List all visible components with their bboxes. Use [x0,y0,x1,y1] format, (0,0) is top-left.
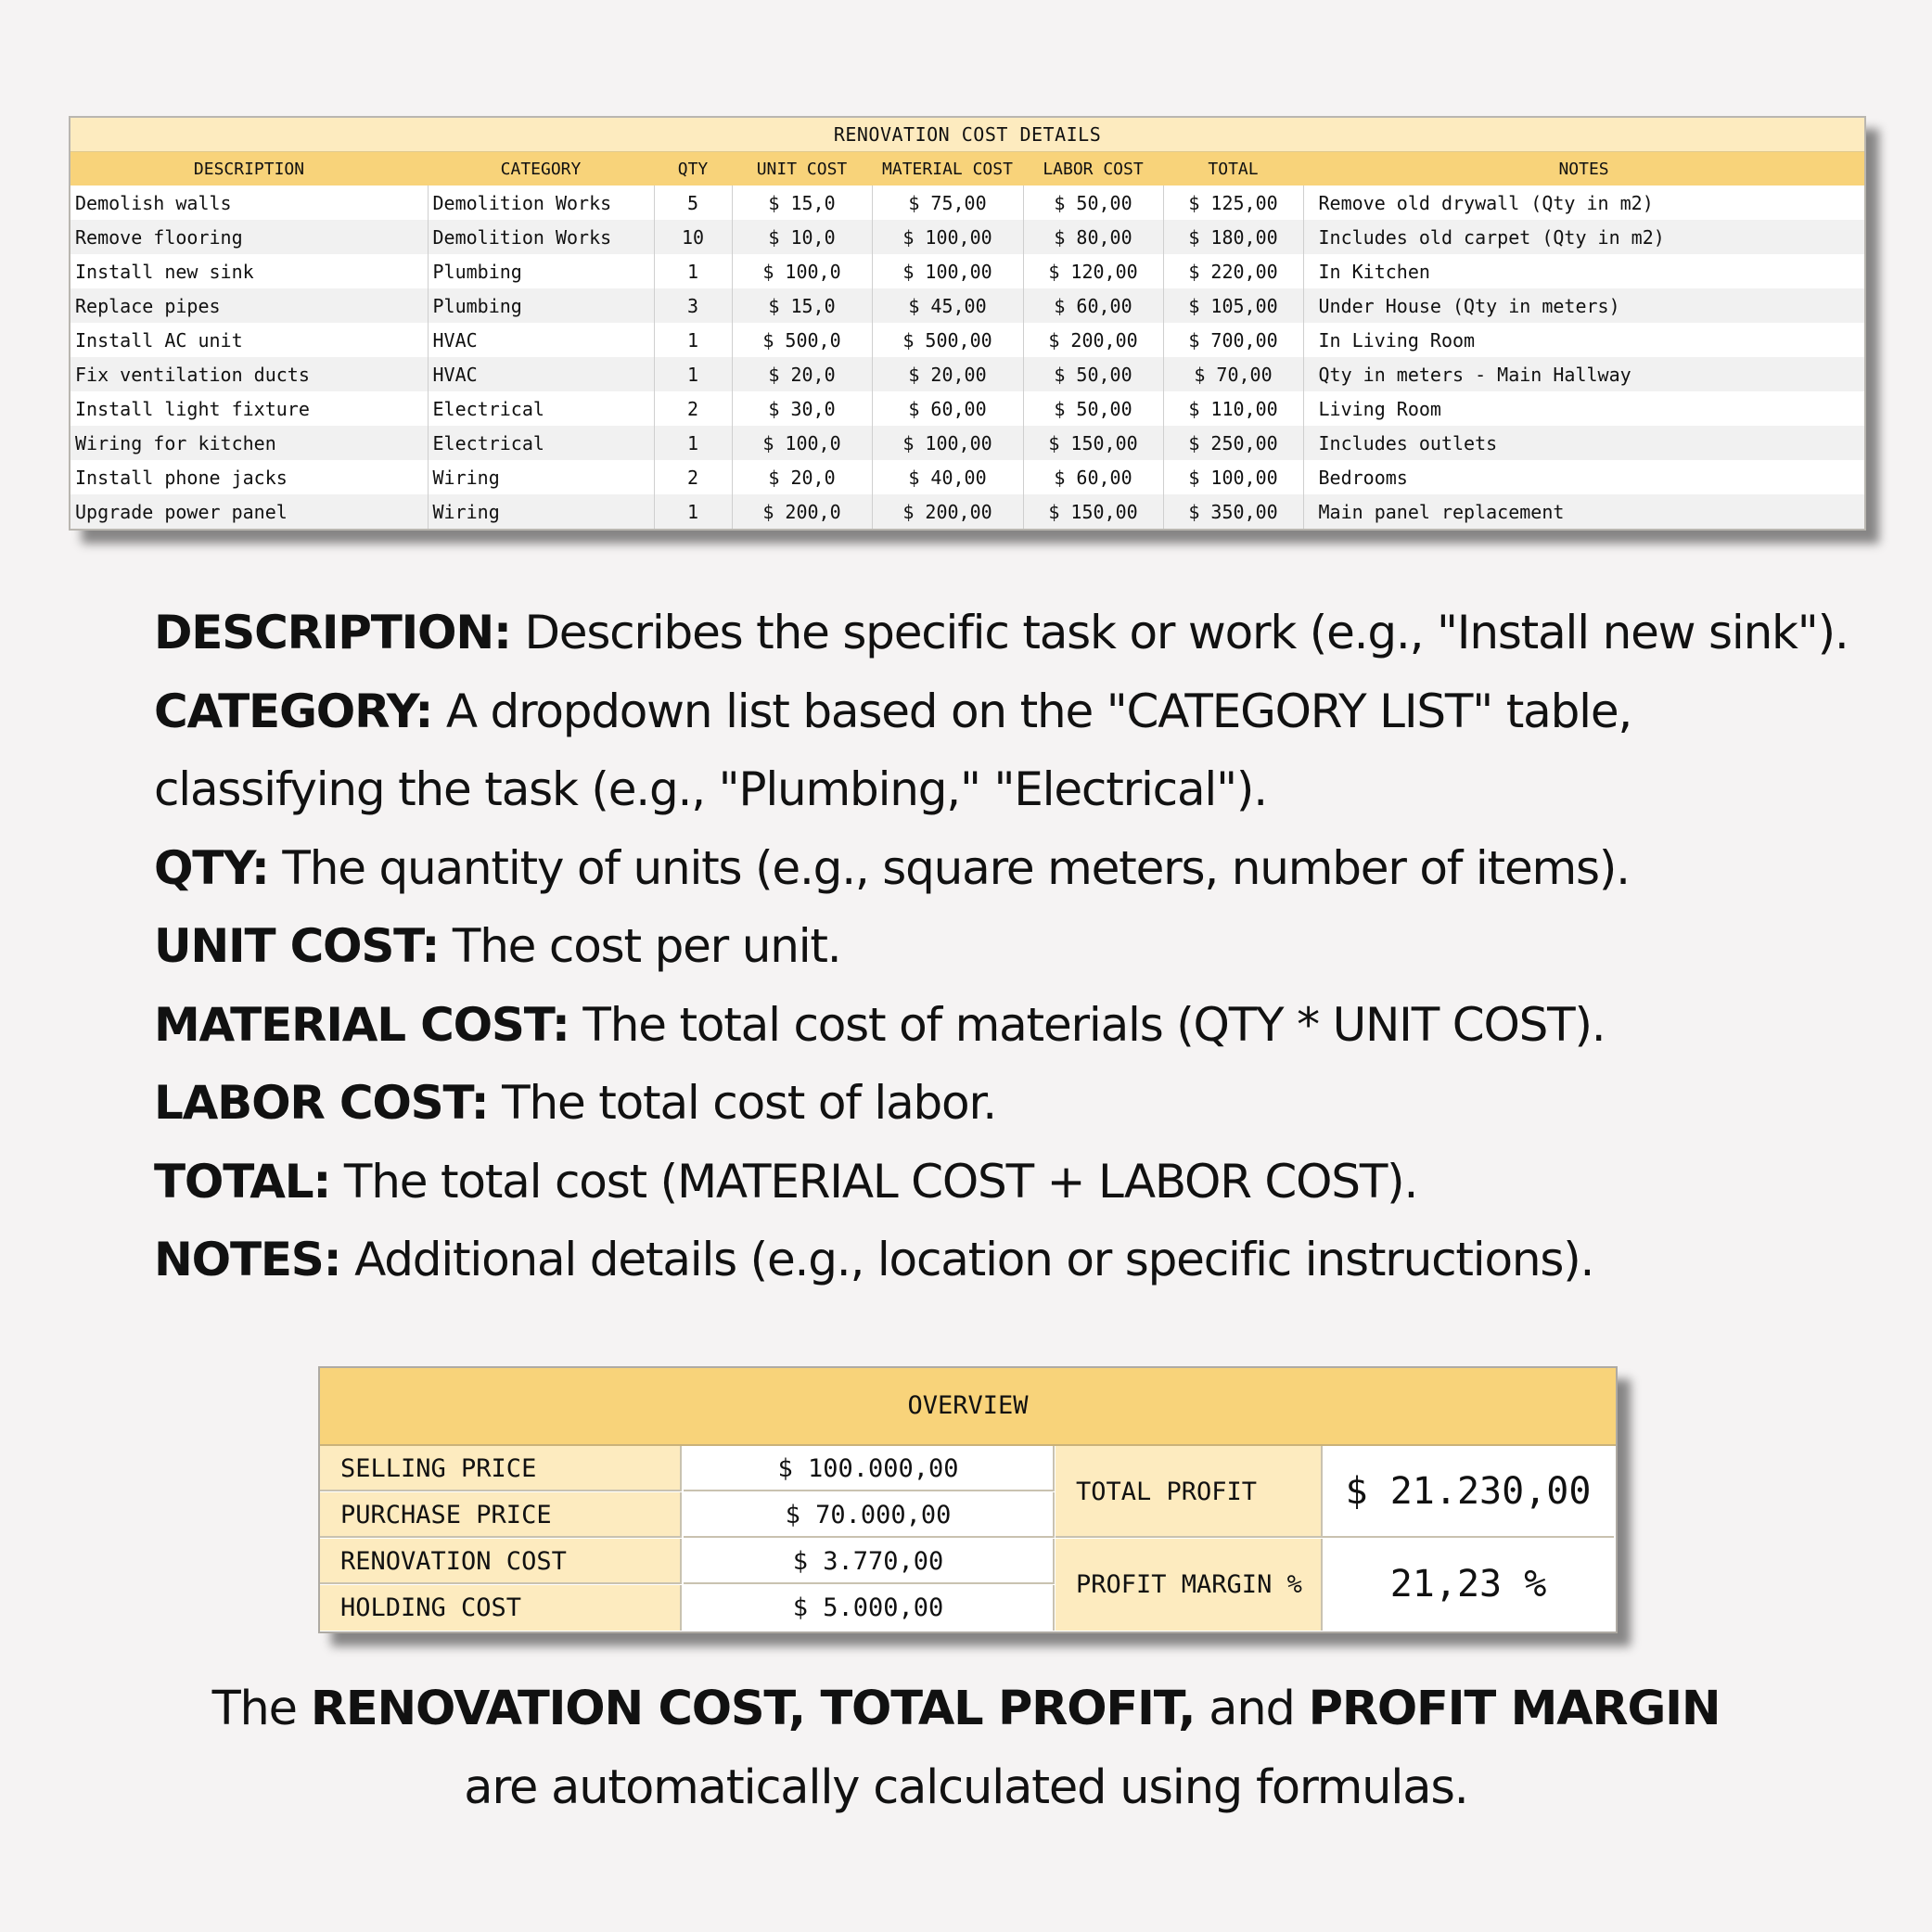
cell-labor-cost[interactable]: $ 150,00 [1023,494,1163,530]
definition-term: CATEGORY: [154,684,433,738]
cell-notes[interactable]: Living Room [1303,391,1865,426]
definition-line [154,672,1898,751]
definition-line [154,594,1898,672]
header-total: TOTAL [1163,152,1303,186]
cell-unit-cost[interactable]: $ 100,0 [732,254,872,288]
cell-material-cost[interactable]: $ 500,00 [872,323,1023,357]
table-row [70,186,1865,220]
definition-line [154,1064,1898,1143]
cell-qty[interactable]: 1 [654,494,732,530]
cell-material-cost[interactable]: $ 20,00 [872,357,1023,391]
cell-description[interactable]: Demolish walls [70,186,428,220]
definition-term: NOTES: [154,1233,341,1286]
cell-labor-cost[interactable]: $ 150,00 [1023,426,1163,460]
definition-text: classifying the task (e.g., "Plumbing," "Electrical"). [154,762,1267,816]
cell-qty[interactable]: 1 [654,426,732,460]
header-row [70,152,1865,186]
selling-price-label: SELLING PRICE [320,1446,682,1491]
holding-cost-label: HOLDING COST [320,1585,682,1631]
cell-labor-cost[interactable]: $ 50,00 [1023,186,1163,220]
definition-term: MATERIAL COST: [154,997,569,1052]
cell-material-cost[interactable]: $ 100,00 [872,254,1023,288]
cell-total[interactable]: $ 105,00 [1163,288,1303,323]
definition-text: The quantity of units (e.g., square meters, number of items). [268,840,1630,895]
cell-notes[interactable]: In Kitchen [1303,254,1865,288]
definition-line [154,1221,1898,1299]
cell-notes[interactable]: Qty in meters - Main Hallway [1303,357,1865,391]
cell-total[interactable]: $ 125,00 [1163,186,1303,220]
cell-notes[interactable]: Bedrooms [1303,460,1865,494]
profit-margin-value[interactable]: 21,23 % [1389,1563,1547,1606]
cell-labor-cost[interactable]: $ 60,00 [1023,288,1163,323]
definition-term: LABOR COST: [154,1076,489,1130]
cell-notes[interactable]: Under House (Qty in meters) [1303,288,1865,323]
renovation-cost-value[interactable]: $ 3.770,00 [684,1539,1055,1584]
cell-unit-cost[interactable]: $ 20,0 [732,357,872,391]
header-unit-cost: UNIT COST [732,152,872,186]
cell-labor-cost[interactable]: $ 50,00 [1023,391,1163,426]
cell-notes[interactable]: Includes old carpet (Qty in m2) [1303,220,1865,254]
cell-total[interactable]: $ 220,00 [1163,254,1303,288]
cell-category[interactable]: HVAC [428,357,654,391]
cell-unit-cost[interactable]: $ 500,0 [732,323,872,357]
cell-category[interactable]: Wiring [428,494,654,530]
cell-notes[interactable]: Main panel replacement [1303,494,1865,530]
footer-bold-2: PROFIT MARGIN [1308,1682,1721,1736]
cell-category[interactable]: Electrical [428,391,654,426]
cell-unit-cost[interactable]: $ 20,0 [732,460,872,494]
profit-margin-label: PROFIT MARGIN % [1056,1539,1323,1631]
renovation-cost-table [69,116,1866,531]
cell-unit-cost[interactable]: $ 15,0 [732,186,872,220]
cell-description[interactable]: Install new sink [70,254,428,288]
cell-total[interactable]: $ 110,00 [1163,391,1303,426]
table-title: RENOVATION COST DETAILS [70,117,1865,152]
cell-qty[interactable]: 1 [654,323,732,357]
table-row [70,288,1865,323]
table-row [70,254,1865,288]
cell-material-cost[interactable]: $ 200,00 [872,494,1023,530]
header-material-cost: MATERIAL COST [872,152,1023,186]
definition-text: The total cost (MATERIAL COST + LABOR COST). [330,1154,1418,1209]
table-row [70,460,1865,494]
header-qty: QTY [654,152,732,186]
cell-material-cost[interactable]: $ 60,00 [872,391,1023,426]
cell-category[interactable]: Demolition Works [428,186,654,220]
cell-qty[interactable]: 1 [654,254,732,288]
cell-description[interactable]: Install light fixture [70,391,428,426]
cell-notes[interactable]: Includes outlets [1303,426,1865,460]
table-row [70,323,1865,357]
cell-unit-cost[interactable]: $ 10,0 [732,220,872,254]
cell-material-cost[interactable]: $ 100,00 [872,220,1023,254]
cell-category[interactable]: Wiring [428,460,654,494]
definition-term: TOTAL: [154,1154,331,1209]
column-definitions [154,594,1898,1299]
cell-labor-cost[interactable]: $ 80,00 [1023,220,1163,254]
cell-total[interactable]: $ 700,00 [1163,323,1303,357]
cell-category[interactable]: Plumbing [428,254,654,288]
cell-description[interactable]: Fix ventilation ducts [70,357,428,391]
definition-text: The total cost of materials (QTY * UNIT COST). [569,997,1606,1052]
definition-term: UNIT COST: [154,919,440,973]
footer-line-1 [0,1670,1932,1748]
header-category: CATEGORY [428,152,654,186]
definition-term: DESCRIPTION: [154,606,511,659]
header-notes: NOTES [1303,152,1865,186]
cell-material-cost[interactable]: $ 45,00 [872,288,1023,323]
cell-description[interactable]: Install phone jacks [70,460,428,494]
cell-total[interactable]: $ 350,00 [1163,494,1303,530]
definition-line [154,1143,1898,1222]
selling-price-value[interactable]: $ 100.000,00 [684,1446,1055,1491]
cell-total[interactable]: $ 250,00 [1163,426,1303,460]
table-row [70,494,1865,530]
cell-unit-cost[interactable]: $ 100,0 [732,426,872,460]
cell-labor-cost[interactable]: $ 50,00 [1023,357,1163,391]
cell-qty[interactable]: 3 [654,288,732,323]
footer-text-1: The [211,1682,311,1736]
cell-notes[interactable]: In Living Room [1303,323,1865,357]
header-labor-cost: LABOR COST [1023,152,1163,186]
cell-description[interactable]: Wiring for kitchen [70,426,428,460]
cell-material-cost[interactable]: $ 40,00 [872,460,1023,494]
cell-labor-cost[interactable]: $ 120,00 [1023,254,1163,288]
table-row [70,426,1865,460]
cell-total[interactable]: $ 180,00 [1163,220,1303,254]
footer-line-2: are automatically calculated using formulas. [464,1760,1468,1815]
definition-line [154,829,1898,908]
purchase-price-value[interactable]: $ 70.000,00 [684,1492,1055,1538]
cell-unit-cost[interactable]: $ 200,0 [732,494,872,530]
cell-qty[interactable]: 1 [654,357,732,391]
footer-note [0,1670,1932,1827]
definition-line [154,986,1898,1065]
cell-material-cost[interactable]: $ 75,00 [872,186,1023,220]
table-row [70,357,1865,391]
definition-term: QTY: [154,840,269,895]
cell-qty[interactable]: 2 [654,391,732,426]
definition-line [154,907,1898,986]
cell-unit-cost[interactable]: $ 15,0 [732,288,872,323]
cell-description[interactable]: Upgrade power panel [70,494,428,530]
table-row [70,220,1865,254]
definition-text: A dropdown list based on the "CATEGORY LIST" table, [432,684,1632,738]
renovation-cost-label: RENOVATION COST [320,1539,682,1584]
cell-description[interactable]: Remove flooring [70,220,428,254]
cell-labor-cost[interactable]: $ 60,00 [1023,460,1163,494]
definition-line [154,750,1898,829]
cell-notes[interactable]: Remove old drywall (Qty in m2) [1303,186,1865,220]
cell-labor-cost[interactable]: $ 200,00 [1023,323,1163,357]
cell-category[interactable]: HVAC [428,323,654,357]
cell-total[interactable]: $ 100,00 [1163,460,1303,494]
cell-description[interactable]: Replace pipes [70,288,428,323]
cell-category[interactable]: Plumbing [428,288,654,323]
definition-text: The total cost of labor. [488,1076,996,1130]
overview-table [318,1366,1618,1633]
definition-text: Additional details (e.g., location or specific instructions). [340,1233,1594,1286]
definition-text: Describes the specific task or work (e.g., "Install new sink"). [510,606,1849,659]
cell-qty[interactable]: 2 [654,460,732,494]
table-row [70,391,1865,426]
holding-cost-value[interactable]: $ 5.000,00 [684,1585,1055,1631]
header-description: DESCRIPTION [70,152,428,186]
total-profit-label: TOTAL PROFIT [1056,1446,1323,1538]
cell-category[interactable]: Demolition Works [428,220,654,254]
total-profit-value[interactable]: $ 21.230,00 [1323,1446,1614,1538]
footer-bold-1: RENOVATION COST, TOTAL PROFIT, [310,1682,1196,1736]
cell-qty[interactable]: 10 [654,220,732,254]
cell-unit-cost[interactable]: $ 30,0 [732,391,872,426]
overview-title: OVERVIEW [320,1368,1616,1446]
cell-material-cost[interactable]: $ 100,00 [872,426,1023,460]
definition-text: The cost per unit. [439,919,841,973]
cell-description[interactable]: Install AC unit [70,323,428,357]
purchase-price-label: PURCHASE PRICE [320,1492,682,1538]
cell-total[interactable]: $ 70,00 [1163,357,1303,391]
cell-qty[interactable]: 5 [654,186,732,220]
cell-category[interactable]: Electrical [428,426,654,460]
footer-text-2: and [1195,1682,1309,1736]
